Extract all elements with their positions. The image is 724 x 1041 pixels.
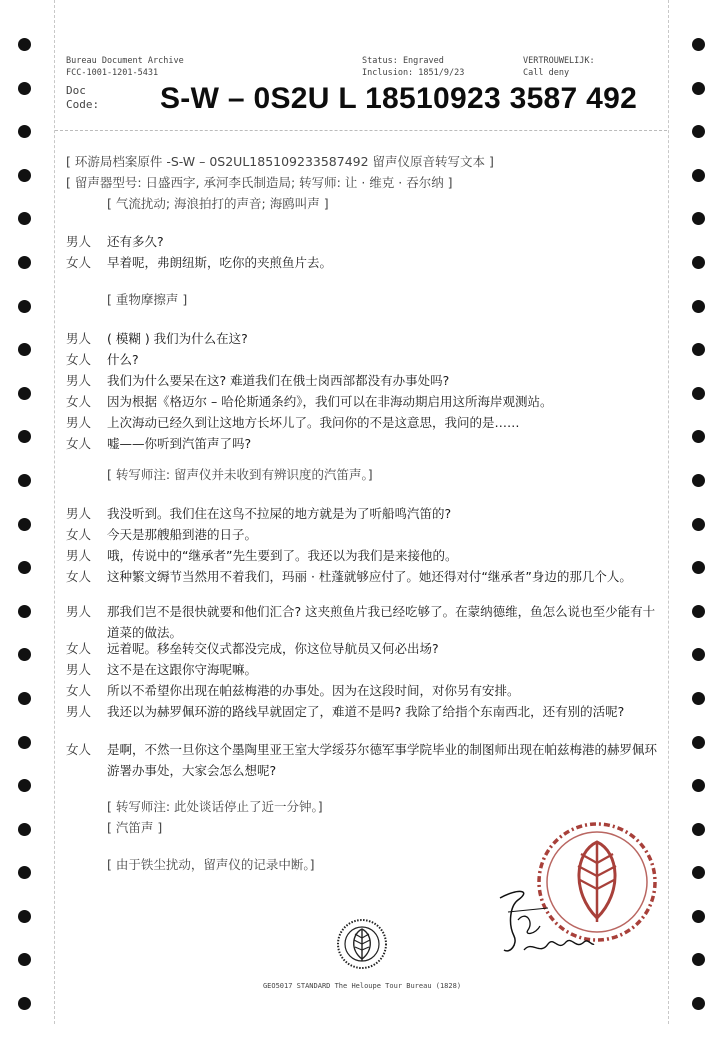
line-text: 我没听到。我们住在这鸟不拉屎的地方就是为了听船鸣汽笛的? <box>107 506 452 521</box>
bureau-seal-icon <box>327 914 397 974</box>
header-divider <box>55 130 667 131</box>
perforation-right <box>668 0 669 1024</box>
line-text: 这不是在这跟你守海呢嘛。 <box>107 662 258 677</box>
call-text: Call deny <box>523 68 570 78</box>
speaker: 女人 <box>66 255 92 270</box>
speaker: 男人 <box>66 662 92 677</box>
speaker: 男人 <box>66 331 92 346</box>
binder-holes-left <box>18 38 34 1041</box>
speaker: 男人 <box>66 415 92 430</box>
speaker: 男人 <box>66 704 92 719</box>
line-text: 我们为什么要呆在这? 难道我们在俄士岗西部都没有办事处吗? <box>107 373 450 388</box>
line-text: 哦，传说中的“继承者”先生要到了。我还以为我们是来接他的。 <box>107 548 458 563</box>
code-label-line: Code: <box>66 98 100 111</box>
speaker: 男人 <box>66 373 92 388</box>
speaker: 女人 <box>66 569 92 584</box>
speaker: 女人 <box>66 683 92 698</box>
speaker: 男人 <box>66 506 92 521</box>
line-text: 因为根据《格迈尔 – 哈伦斯通条约》，我们可以在非海动期启用这所海岸观测站。 <box>107 394 553 409</box>
doc-code: S-W – 0S2U L 18510923 3587 492 <box>160 82 638 115</box>
recorder-info-line: [ 留声器型号: 日盛西字, 承河李氏制造局; 转写师: 让 · 维克 · 吞尔纳 ] <box>66 175 453 190</box>
line-text: 我还以为赫罗佩环游的路线早就固定了，难道不是吗? 我除了给指个东南西北，还有别的活呢? <box>107 704 625 719</box>
line-text: 这种繁文缛节当然用不着我们，玛丽 · 杜蓬就够应付了。她还得对付“继承者”身边的那几个人。 <box>107 569 632 584</box>
doc-label-line: Doc <box>66 84 86 97</box>
archive-id: FCC-1001-1201-5431 <box>66 68 159 78</box>
speaker: 女人 <box>66 641 92 656</box>
speaker: 男人 <box>66 234 92 249</box>
line-text: 远着呢。移垒转交仪式都没完成，你这位导航员又何必出场? <box>107 641 439 656</box>
inclusion-date: Inclusion: 1851/9/23 <box>362 68 465 78</box>
transcriber-note: [ 由于铁尘扰动，留声仪的记录中断。] <box>107 857 315 872</box>
speaker: 女人 <box>66 394 92 409</box>
line-text: 什么? <box>107 352 139 367</box>
speaker: 女人 <box>66 352 92 367</box>
signature-icon <box>488 880 598 970</box>
line-text: 那我们岂不是很快就要和他们汇合? 这夹煎鱼片我已经吃够了。在蒙纳德维，鱼怎么说也至少能有十道菜的做法。 <box>107 604 656 640</box>
line-text: 是啊，不然一旦你这个墨陶里亚王室大学绥芬尔德军事学院毕业的制图师出现在帕兹梅港的赫罗佩环游署办事处，大家会怎么想呢? <box>107 742 658 778</box>
classification-info <box>523 55 595 79</box>
speaker: 女人 <box>66 742 92 757</box>
line-text: 上次海动已经久到让这地方长坏儿了。我问你的不是这意思，我问的是…… <box>107 415 520 430</box>
line-text: 还有多久? <box>107 234 164 249</box>
speaker: 男人 <box>66 604 92 619</box>
line-text: 所以不希望你出现在帕兹梅港的办事处。因为在这段时间，对你另有安排。 <box>107 683 520 698</box>
line-text: 今天是那艘船到港的日子。 <box>107 527 258 542</box>
status-info <box>362 55 464 79</box>
status-text: Status: Engraved <box>362 56 444 66</box>
binder-holes-right <box>692 38 708 1041</box>
speaker: 女人 <box>66 527 92 542</box>
classification-text: VERTROUWELIJK: <box>523 56 595 66</box>
line-text: ( 模糊 ) 我们为什么在这? <box>107 331 248 346</box>
doc-code-label <box>66 84 99 112</box>
transcriber-note: [ 汽笛声 ] <box>107 820 163 835</box>
archive-info <box>66 55 184 79</box>
speaker: 女人 <box>66 436 92 451</box>
line-text: 早着呢，弗朗纽斯，吃你的夹煎鱼片去。 <box>107 255 333 270</box>
footer-text: GEO5017 STANDARD The Heloupe Tour Bureau (1828) <box>262 982 462 990</box>
line-text: 嘘——你听到汽笛声了吗? <box>107 436 252 451</box>
transcriber-note: [ 重物摩擦声 ] <box>107 292 188 307</box>
perforation-left <box>54 0 55 1024</box>
transcriber-note: [ 转写师注: 留声仪并未收到有辨识度的汽笛声。] <box>107 467 373 482</box>
archive-header-line: [ 环游局档案原件 -S-W – 0S2UL185109233587492 留声仪原音转写文本 ] <box>66 154 494 169</box>
transcriber-note: [ 转写师注: 此处谈话停止了近一分钟。] <box>107 799 323 814</box>
archive-name: Bureau Document Archive <box>66 56 184 66</box>
speaker: 男人 <box>66 548 92 563</box>
ambient-sound-note: [ 气流扰动; 海浪拍打的声音; 海鸥叫声 ] <box>107 196 329 211</box>
